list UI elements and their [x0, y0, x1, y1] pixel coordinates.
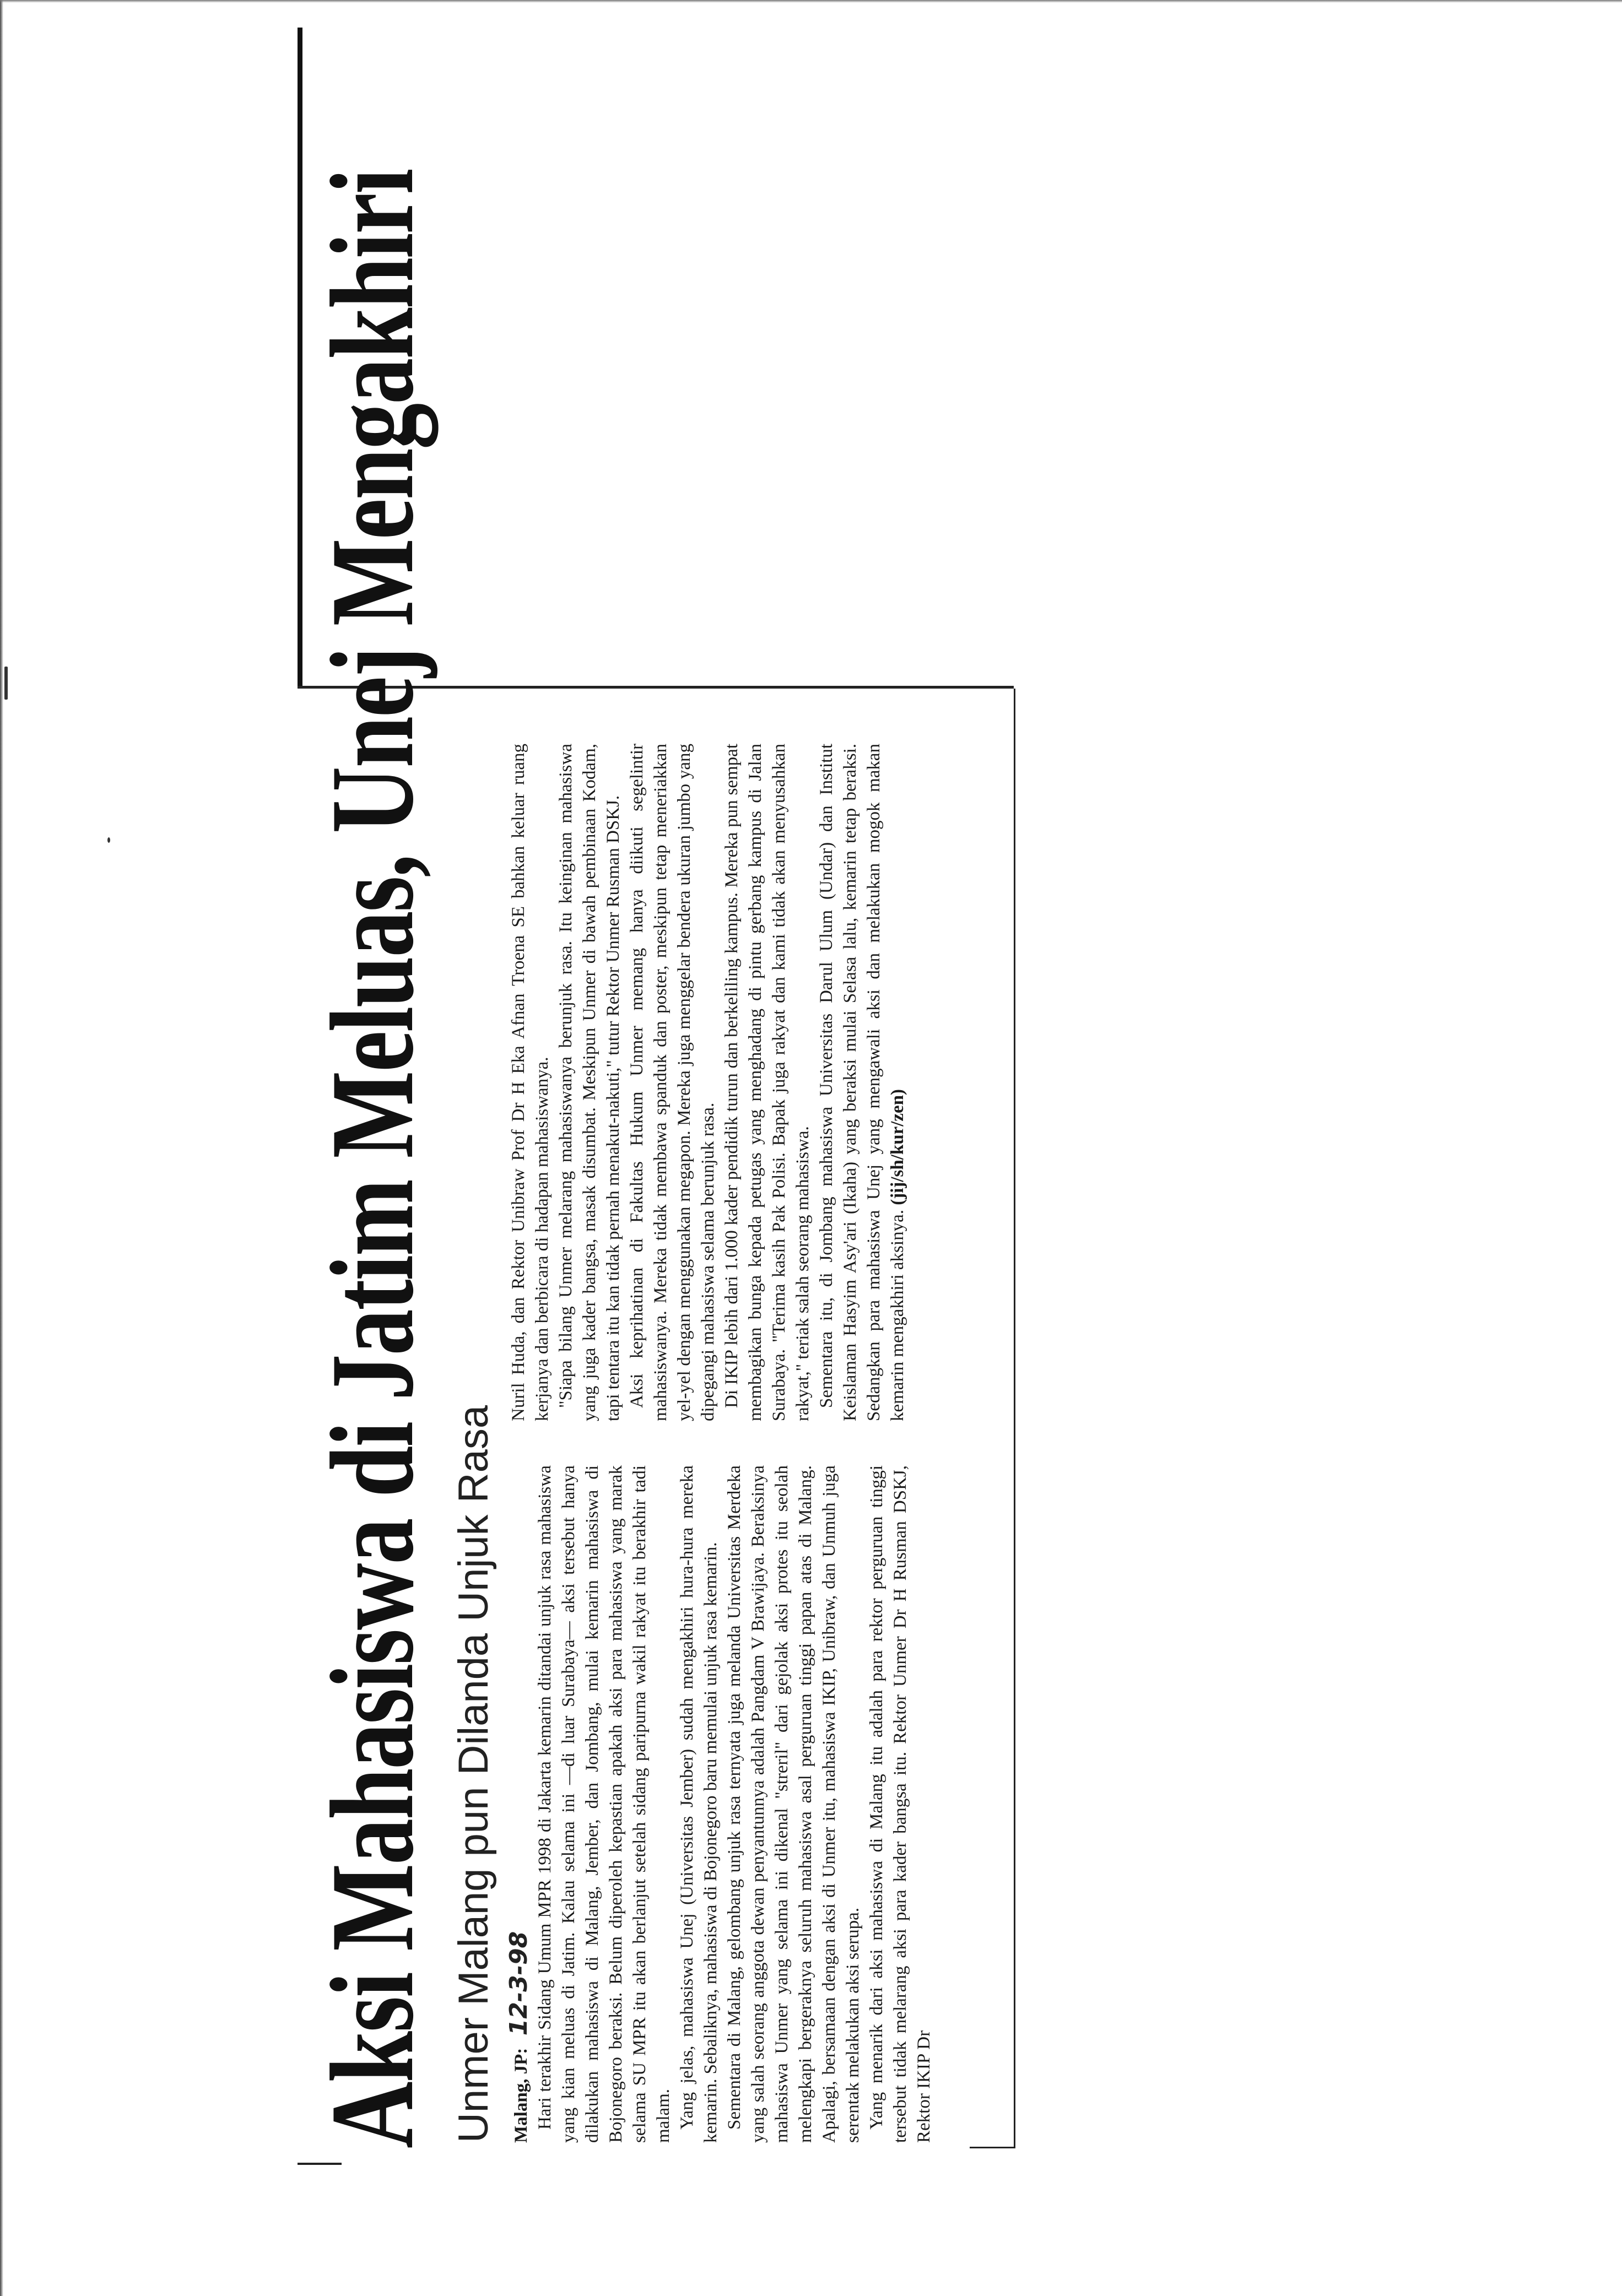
clipping-cut-mark	[970, 2147, 1014, 2148]
article-paragraph: Yang jelas, mahasiswa Unej (Universitas Jember) sudah mengakhiri hura-hura mereka kemarin. Sebaliknya, mahasiswa di Bojonegoro baru memulai unjuk rasa kemarin.	[677, 1465, 721, 2143]
scan-dust-speck	[107, 837, 110, 843]
headline-rule	[298, 28, 302, 689]
article-paragraph	[507, 1465, 533, 2143]
scan-edge-top	[0, 0, 1622, 3]
dateline: Malang, JP:	[511, 2048, 531, 2143]
article-body	[507, 700, 1003, 2143]
article-paragraph: Hari terakhir Sidang Umum MPR 1998 di Jakarta kemarin ditandai unjuk rasa mahasiswa yang kian meluas di Jatim. Kalau selama ini —di luar Surabaya— aksi tersebut hanya dilakukan mahasiswa di Malang, Jember, dan Jombang, mulai kemarin mahasiswa di Bojonegoro beraksi. Belum diperoleh kepastian apakah aksi para mahasiswa yang marak selama SU MPR itu akan berlanjut setelah sidang paripurna wakil rakyat itu berakhir tadi malam.	[535, 1465, 673, 2143]
article-column-2	[507, 744, 910, 1421]
handwritten-date: 12-3-98	[505, 1931, 533, 2036]
subheadline: Unmer Malang pun Dilanda Unjuk Rasa	[450, 1405, 497, 2143]
scan-dust-speck	[4, 667, 8, 700]
article-paragraph: Nuril Huda, dan Rektor Unibraw Prof Dr H Eka Afnan Troena SE bahkan keluar ruang kerjanya dan berbicara di hadapan mahasiswanya.	[509, 744, 552, 1421]
article-paragraph: Sementara di Malang, gelombang unjuk rasa ternyata juga melanda Universitas Merdeka yang salah seorang anggota dewan penyantunnya adalah Pangdam V Brawijaya. Beraksinya mahasiswa Unmer yang selama ini dikenal "streril" dari gejolak aksi protes itu seolah melengkapi bergeraknya seluruh mahasiswa asal perguruan tinggi papan atas di Malang. Apalagi, bersamaan dengan aksi di Unmer itu, mahasiswa IKIP, Unibraw, dan Unmuh juga serentak melakukan aksi serupa.	[725, 1465, 863, 2143]
clipping-cut-mark	[298, 2163, 342, 2165]
headline: Aksi Mahasiswa di Jatim Meluas, Unej Mengakhiri	[306, 169, 438, 2148]
article-paragraph-text: Sementara itu, di Jombang mahasiswa Universitas Darul Ulum (Undar) dan Institut Keislaman Hasyim Asy'ari (Ikaha) yang beraksi mulai Selasa lalu, kemarin tetap beraksi. Sedangkan para mahasiswa Unej yang mengawali aksi dan melakukan mogok makan kemarin mengakhiri aksinya.	[817, 744, 907, 1421]
article-paragraph: Di IKIP lebih dari 1.000 kader pendidik turun dan berkeliling kampus. Mereka pun sempat membagikan bunga kepada petugas yang menghadang di pintu gerbang kampus di Jalan Surabaya. "Terima kasih Pak Polisi. Bapak juga rakyat dan kami tidak akan menyusahkan rakyat," teriak salah seorang mahasiswa.	[722, 744, 813, 1421]
article-paragraph	[815, 744, 910, 1421]
author-signature: (jij/sh/kur/zen)	[888, 1089, 907, 1205]
newspaper-clipping	[298, 28, 1014, 2165]
article-paragraph: Yang menarik dari aksi mahasiswa di Malang itu adalah para rektor perguruan tinggi tersebut tidak melarang aksi para kader bangsa itu. Rektor Unmer Dr H Rusman DSKJ, Rektor IKIP Dr	[867, 1465, 934, 2143]
article-paragraph: Aksi keprihatinan di Fakultas Hukum Unmer memang hanya diikuti segelintir mahasiswanya. Mereka tidak membawa spanduk dan poster, meskipun tetap meneriakkan yel-yel dengan menggunakan megapon. Mereka juga menggelar bendera ukuran jumbo yang dipegangi mahasiswa selama berunjuk rasa.	[627, 744, 718, 1421]
article-paragraph: "Siapa bilang Unmer melarang mahasiswanya berunjuk rasa. Itu keinginan mahasiswa yang juga kader bangsa, masak disumbat. Meskipun Unmer di bawah pembinaan Kodam, tapi tentara itu kan tidak pernah menakut-nakuti," tutur Rektor Unmer Rusman DSKJ.	[556, 744, 623, 1421]
scan-edge-left	[0, 0, 3, 2296]
clipping-border-bottom	[1014, 689, 1015, 2148]
article-column-1	[507, 1465, 936, 2143]
